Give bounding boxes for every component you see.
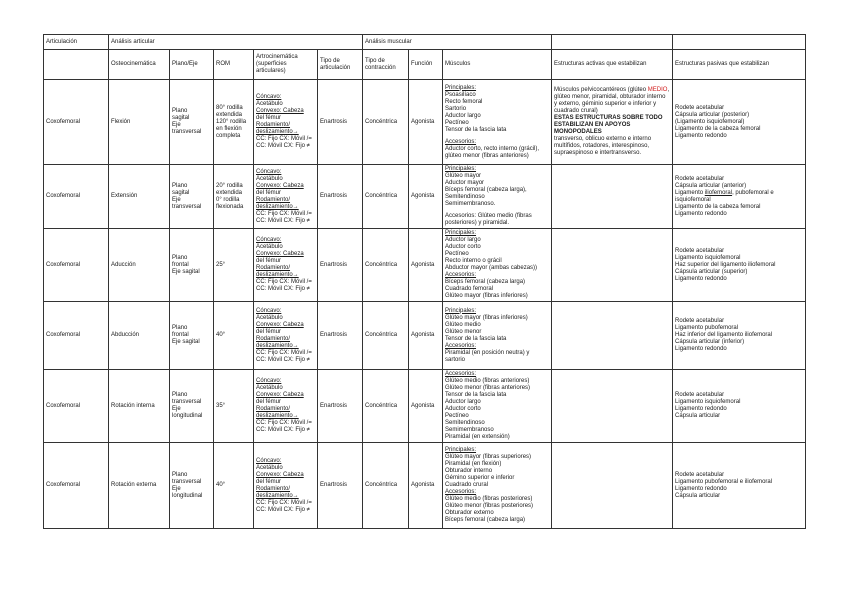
cell-articulacion: Coxofemoral [44, 370, 109, 443]
header-row-1 [44, 35, 806, 50]
text-line: Bíceps femoral (cabeza larga), [445, 187, 527, 193]
text-line: Ligamento redondo [675, 132, 727, 139]
text-line: Haz inferior del ligamento iliofemoral [675, 332, 773, 338]
text-line: Eje [172, 196, 181, 203]
cell-tipo-articulacion: Enartrosis [318, 370, 363, 443]
cell-artrocinematica [254, 302, 318, 370]
text-line: CC: Móvil CX: Fijo ≠ [256, 143, 310, 149]
principales-label: Principales: [445, 166, 477, 172]
text-line: Acetábulo [256, 385, 283, 391]
text-line: Acetábulo [256, 464, 283, 471]
text-line: glúteo menor (fibras anteriores) [445, 152, 529, 159]
header-empty-c [44, 50, 109, 80]
text-line: Ligamento redondo [675, 485, 727, 492]
text-line: Rodete acetabular [675, 175, 725, 182]
text-line: Pectíneo [445, 251, 469, 257]
header-empty-a [552, 35, 673, 50]
text-line: 25° [216, 261, 226, 268]
cell-rom [214, 229, 254, 302]
principales-label: Principales: [445, 230, 477, 236]
text-line: Aductor corto [445, 244, 481, 250]
text-line: Glúteo mayor [445, 173, 482, 179]
cell-musculos [443, 443, 552, 529]
text-line: Acetábulo [256, 101, 283, 107]
header-tipo-contraccion: Tipo de contracción [363, 50, 409, 80]
text-line: CC: Fijo CX: Móvil /= [256, 349, 312, 356]
cell-tipo-contraccion: Concéntrica [363, 229, 409, 302]
text-line: Cóncavo: [256, 94, 282, 100]
cell-osteocinematica: Rotación interna [109, 370, 170, 443]
text-line: Plano [172, 392, 188, 398]
text-line: Cápsula articular [675, 413, 721, 419]
text-line: Aductor corto [445, 406, 481, 412]
cell-rom [214, 443, 254, 529]
principales-label: Principales: [445, 447, 477, 453]
text-line: Ligamento de la cabeza femoral [675, 125, 761, 132]
cell-artrocinematica [254, 443, 318, 529]
text-line: Convexo: Cabeza [256, 182, 304, 189]
accesorios-label: Accesorios: [445, 138, 477, 145]
text-line: Glúteo medio (fibras anteriores) [445, 378, 530, 384]
text-line: Semitendinoso [445, 420, 485, 426]
header-plano-eje: Plano/Eje [170, 50, 214, 80]
text-line: Acetábulo [256, 244, 283, 250]
text-line: longitudinal [172, 413, 203, 419]
text-line: Cápsula articular (superior) [675, 268, 748, 275]
cell-musculos [443, 80, 552, 165]
cell-articulacion: Coxofemoral [44, 229, 109, 302]
text-line: extendida [216, 189, 243, 196]
text-line: 40° [216, 332, 226, 338]
text-line: Aductor largo [445, 112, 481, 119]
accesorios-label: Accesorios: [445, 272, 477, 278]
header-empty-b [673, 35, 806, 50]
text-line: 40° [216, 482, 226, 488]
text-line: Aductor largo [445, 399, 481, 405]
cell-tipo-contraccion: Concéntrica [363, 165, 409, 229]
text-line: CC: Móvil CX: Fijo ≠ [256, 217, 310, 224]
text-line: Convexo: Cabeza [256, 321, 304, 328]
cell-tipo-contraccion: Concéntrica [363, 80, 409, 165]
text-line: Aductor corto, recto interno (grácil), [445, 145, 540, 152]
text-line: Ligamento redondo [675, 346, 727, 352]
text-line: deslizamiento→ [256, 342, 299, 349]
cell-tipo-articulacion: Enartrosis [318, 165, 363, 229]
text-line: 20° rodilla [216, 182, 243, 189]
cell-artrocinematica [254, 80, 318, 165]
lig-prefix: Ligamento [675, 189, 705, 196]
text-line: transversal [172, 129, 202, 135]
text-line: Abductor mayor (ambas cabezas)) [445, 265, 538, 271]
cell-funcion: Agonista [409, 302, 443, 370]
text-line: Cápsula articular (anterior) [675, 182, 747, 189]
text-line: Piramidal (en posición neutra) y [445, 349, 530, 356]
text-line: Ligamento pubofemoral e iliofemoral [675, 478, 773, 485]
header-articulacion: Articulación [44, 35, 109, 50]
text-line: Eje [172, 485, 181, 492]
text-line: Recto interno o grácil [445, 258, 502, 264]
cell-funcion: Agonista [409, 370, 443, 443]
text-line: Eje sagital [172, 268, 200, 275]
cell-estructuras-activas [552, 370, 673, 443]
text-line: Psoasilíaco [445, 91, 476, 98]
text-line: CC: Móvil CX: Fijo ≠ [256, 427, 310, 433]
text-line: Tensor de la fascia lata [445, 392, 507, 398]
text-line: Glúteo mayor (fibras inferiores) [445, 293, 528, 299]
cell-artrocinematica [254, 229, 318, 302]
text-line: posteriores) y piramidal. [445, 220, 510, 226]
text-line: Semitendinoso [445, 194, 485, 200]
text-line: Rodete acetabular [675, 104, 725, 111]
cell-articulacion: Coxofemoral [44, 302, 109, 370]
text-line: Ligamento redondo [675, 210, 727, 217]
text-line: Ligamento de la cabeza femoral [675, 203, 761, 210]
cell-estructuras-activas [552, 165, 673, 229]
text-line: Semimembranoso. [445, 201, 496, 207]
cell-musculos [443, 302, 552, 370]
text-line: deslizamiento→ [256, 492, 299, 499]
text-line: transversal [172, 478, 202, 485]
header-artrocinematica: Artrocinemática (superficies articulares) [254, 50, 318, 80]
text-line: Cuadrado crural [445, 482, 489, 488]
table-row [44, 229, 806, 302]
text-line: Acetábulo [256, 314, 283, 321]
text-line: Glúteo menor (fibras posteriores) [445, 503, 534, 509]
text-line: Rodamiento/ [256, 265, 291, 271]
text-line: Glúteo medio [445, 321, 481, 328]
table-row [44, 80, 806, 165]
text-line: Eje [172, 406, 181, 412]
text-line: Ligamento redondo [675, 406, 727, 412]
text-line: Sartorio [445, 105, 467, 112]
text-line: CC: Fijo CX: Móvil /= [256, 499, 312, 506]
cell-articulacion: Coxofemoral [44, 80, 109, 165]
cell-osteocinematica: Aducción [109, 229, 170, 302]
header-musculos: Músculos [443, 50, 552, 80]
text-line: CC: Fijo CX: Móvil /= [256, 420, 312, 426]
text-line: Aductor mayor [445, 180, 485, 186]
text-line: Pectíneo [445, 413, 469, 419]
text-line: 0° rodilla [216, 196, 240, 203]
text-line: transversal [172, 203, 202, 210]
activas-highlight: MEDIO [647, 87, 668, 93]
text-line: Cápsula articular (posterior) [675, 111, 750, 118]
text-line: Cóncavo: [256, 378, 282, 384]
text-line: Cápsula articular [675, 492, 721, 499]
table-row [44, 165, 806, 229]
text-line: Cóncavo: [256, 307, 282, 314]
text-line: Ligamento pubofemoral [675, 325, 739, 331]
text-line: CC: Fijo CX: Móvil /= [256, 136, 312, 142]
accesorios-label: Accesorios: [445, 371, 477, 377]
text-line: del fémur [256, 258, 282, 264]
cell-rom [214, 80, 254, 165]
cell-artrocinematica [254, 165, 318, 229]
text-line: Convexo: Cabeza [256, 108, 304, 114]
text-line: Rodamiento/ [256, 122, 291, 128]
text-line: Ligamento redondo [675, 275, 727, 282]
cell-plano-eje [170, 165, 214, 229]
text-line: Acetábulo [256, 175, 283, 182]
text-line: Recto femoral [445, 98, 483, 105]
cell-articulacion: Coxofemoral [44, 443, 109, 529]
text-line: Rodete acetabular [675, 471, 725, 478]
cell-funcion: Agonista [409, 165, 443, 229]
cell-osteocinematica: Rotación externa [109, 443, 170, 529]
text-line: CC: Fijo CX: Móvil /= [256, 279, 312, 285]
cell-plano-eje [170, 80, 214, 165]
header-funcion: Función [409, 50, 443, 80]
activas-part1: Músculos pelvicocantéreos (glúteo [554, 87, 647, 93]
text-line: 120° rodilla [216, 118, 247, 125]
text-line: Haz superior del ligamento iliofemoral [675, 261, 776, 268]
text-line: Eje sagital [172, 339, 200, 345]
text-line: Rodamiento/ [256, 406, 291, 412]
text-line: Rodamiento/ [256, 196, 291, 203]
header-estructuras-activas: Estructuras activas que estabilizan [552, 50, 673, 80]
text-line: completa [216, 132, 241, 139]
cell-estructuras-pasivas [673, 165, 806, 229]
cell-tipo-contraccion: Concéntrica [363, 443, 409, 529]
cell-tipo-articulacion: Enartrosis [318, 443, 363, 529]
header-osteocinematica: Osteocinemática [109, 50, 170, 80]
header-rom: ROM [214, 50, 254, 80]
text-line: del fémur [256, 478, 282, 485]
text-line: Piramidal (en extensión) [445, 434, 510, 440]
text-line: del fémur [256, 189, 282, 196]
activas-part2: , glúteo menor, piramidal, obturador interno y externo, géminio superior e inferior y cuadrado crural) [554, 87, 670, 114]
text-line: Plano [172, 471, 188, 478]
text-line: Rodete acetabular [675, 247, 725, 254]
text-line: Rodamiento/ [256, 485, 291, 492]
cell-tipo-contraccion: Concéntrica [363, 302, 409, 370]
text-line: Glúteo mayor (fibras inferiores) [445, 314, 528, 321]
text-line: frontal [172, 261, 189, 268]
text-line: sagital [172, 189, 190, 196]
text-line: Cóncavo: [256, 168, 282, 175]
text-line: Rodete acetabular [675, 392, 725, 398]
text-line: Gémino superior e inferior [445, 475, 515, 481]
text-line: Glúteo mayor (fibras superiores) [445, 454, 532, 460]
text-line: CC: Móvil CX: Fijo ≠ [256, 506, 310, 513]
cell-artrocinematica [254, 370, 318, 443]
text-line: Tensor de la fascia lata [445, 335, 507, 342]
header-analisis-articular: Análisis articular [109, 35, 363, 50]
cell-tipo-articulacion: Enartrosis [318, 80, 363, 165]
cell-rom [214, 302, 254, 370]
lig-suffix: , pubofemoral e isquiofemoral [675, 189, 774, 203]
pasivas-ligament-line [675, 190, 803, 204]
text-line: Convexo: Cabeza [256, 251, 304, 257]
text-line: sagital [172, 115, 190, 121]
cell-funcion: Agonista [409, 229, 443, 302]
cell-estructuras-activas [552, 80, 673, 165]
text-line: del fémur [256, 399, 282, 405]
text-line: Glúteo menor [445, 328, 482, 335]
text-line: Cuadrado femoral [445, 286, 494, 292]
text-line: longitudinal [172, 492, 203, 499]
text-line: transversal [172, 399, 202, 405]
cell-estructuras-pasivas [673, 80, 806, 165]
text-line: Convexo: Cabeza [256, 471, 304, 478]
text-line: Eje [172, 122, 181, 128]
text-line: Tensor de la fascia lata [445, 126, 507, 133]
cell-articulacion: Coxofemoral [44, 165, 109, 229]
activas-part3: transverso, oblicuo externo e interno multífidos, rotadores, interespinoso, supraespinoso e intertransverso. [554, 136, 652, 156]
cell-estructuras-pasivas [673, 302, 806, 370]
header-tipo-articulacion: Tipo de articulación [318, 50, 363, 80]
text-line: Obturador interno [445, 468, 493, 474]
text-line: deslizamiento→ [256, 413, 299, 419]
cell-estructuras-activas [552, 443, 673, 529]
cell-osteocinematica: Extensión [109, 165, 170, 229]
text-line: Glúteo menor (fibras anteriores) [445, 385, 531, 391]
text-line: Semimembranoso [445, 427, 494, 433]
cell-osteocinematica: Flexión [109, 80, 170, 165]
text-line: Cápsula articular (inferior) [675, 339, 745, 345]
cell-estructuras-pasivas [673, 370, 806, 443]
activas-text [554, 87, 670, 115]
text-line: Ligamento isquiofemoral [675, 399, 741, 405]
text-line: Glúteo medio (fibras posteriores) [445, 496, 533, 502]
text-line: Plano [172, 108, 188, 114]
cell-estructuras-activas [552, 302, 673, 370]
joint-analysis-table [43, 34, 806, 529]
cell-osteocinematica: Abducción [109, 302, 170, 370]
cell-plano-eje [170, 229, 214, 302]
text-line: del fémur [256, 115, 282, 121]
text-line: deslizamiento→ [256, 203, 299, 210]
text-line: Bíceps femoral (cabeza larga) [445, 517, 526, 523]
text-line: CC: Móvil CX: Fijo ≠ [256, 356, 310, 363]
text-line: Cóncavo: [256, 237, 282, 243]
text-line: frontal [172, 332, 189, 338]
text-line: Rodamiento/ [256, 335, 291, 342]
cell-musculos [443, 370, 552, 443]
text-line: Obturador externo [445, 510, 494, 516]
text-line: deslizamiento→ [256, 272, 299, 278]
text-line: Aductor largo [445, 237, 481, 243]
cell-estructuras-pasivas [673, 229, 806, 302]
text-line: 80° rodilla [216, 104, 243, 111]
text-line: Pectíneo [445, 119, 469, 126]
table-row [44, 443, 806, 529]
cell-plano-eje [170, 370, 214, 443]
activas-emphasis: ESTAS ESTRUCTURAS SOBRE TODO ESTABILIZAN EN APOYOS MONOPODALES [554, 115, 663, 135]
cell-musculos [443, 229, 552, 302]
cell-plano-eje [170, 302, 214, 370]
text-line: CC: Fijo CX: Móvil /= [256, 210, 312, 217]
cell-plano-eje [170, 443, 214, 529]
cell-funcion: Agonista [409, 443, 443, 529]
text-line: Plano [172, 182, 188, 189]
accesorios-label: Accesorios: [445, 342, 477, 349]
principales-label: Principales: [445, 307, 477, 314]
text-line: Plano [172, 325, 188, 331]
cell-estructuras-pasivas [673, 443, 806, 529]
accesorios-label: Accesorios: [445, 489, 477, 495]
text-line: sartorio [445, 356, 466, 363]
cell-rom [214, 165, 254, 229]
principales-label: Principales: [445, 84, 477, 91]
text-line: Bíceps femoral (cabeza larga) [445, 279, 526, 285]
text-line: CC: Móvil CX: Fijo ≠ [256, 286, 310, 292]
text-line: (Ligamento isquiofemoral) [675, 118, 745, 125]
cell-tipo-contraccion: Concéntrica [363, 370, 409, 443]
text-line: Ligamento isquiofemoral [675, 254, 741, 261]
cell-funcion: Agonista [409, 80, 443, 165]
text-line: 35° [216, 402, 226, 409]
cell-estructuras-activas [552, 229, 673, 302]
table-row [44, 370, 806, 443]
text-line: Accesorios: Glúteo medio (fibras [445, 213, 532, 219]
text-line: Convexo: Cabeza [256, 392, 304, 398]
text-line: en flexión [216, 125, 242, 132]
text-line: deslizamiento→ [256, 129, 299, 135]
table-row [44, 302, 806, 370]
text-line: flexionada [216, 203, 244, 210]
cell-tipo-articulacion: Enartrosis [318, 229, 363, 302]
cell-rom [214, 370, 254, 443]
cell-tipo-articulacion: Enartrosis [318, 302, 363, 370]
lig-underlined: iliofemoral [704, 189, 733, 196]
text-line: del fémur [256, 328, 282, 335]
cell-musculos [443, 165, 552, 229]
text-line: Piramidal (en flexión) [445, 461, 502, 467]
header-analisis-muscular: Análisis muscular [363, 35, 552, 50]
text-line: extendida [216, 111, 243, 118]
header-estructuras-pasivas: Estructuras pasivas que estabilizan [673, 50, 806, 80]
text-line: Rodete acetabular [675, 318, 725, 324]
text-line: Plano [172, 254, 188, 261]
text-line: Cóncavo: [256, 457, 282, 464]
header-row-2 [44, 50, 806, 80]
